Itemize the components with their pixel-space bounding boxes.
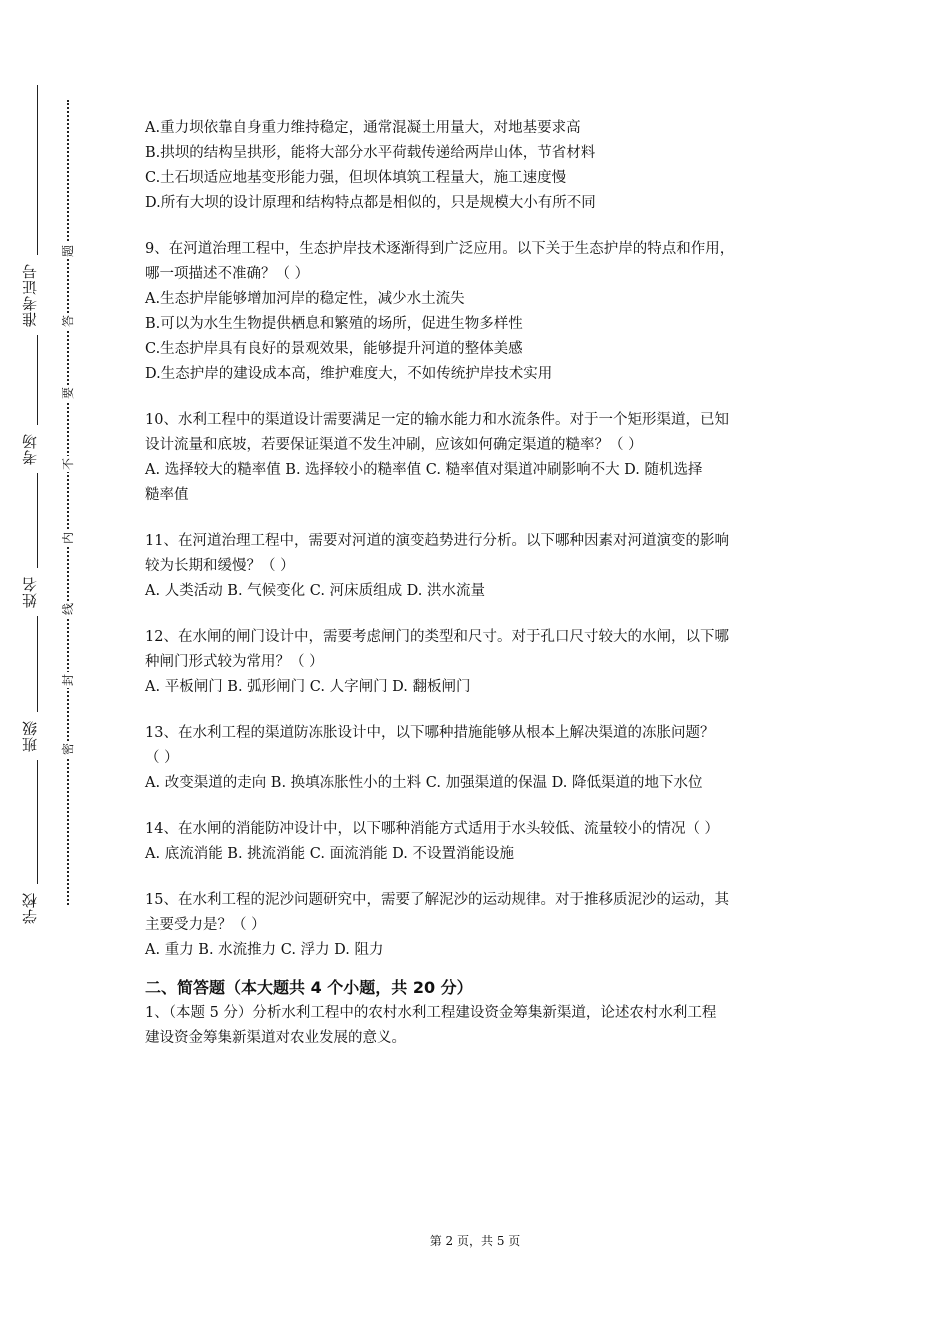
- question-text: 9、在河道治理工程中，生态护岸技术逐渐得到广泛应用。以下关于生态护岸的特点和作用，: [145, 241, 735, 257]
- binding-line: [37, 616, 38, 712]
- exam-room-label: 考场: [21, 433, 39, 465]
- option-line: A. 改变渠道的走向 B. 换填冻胀性小的土料 C. 加强渠道的保温 D. 降低渠道的地下水位: [145, 775, 703, 791]
- section-2-title: 二、简答题（本大题共 4 个小题，共 20 分）: [145, 978, 473, 997]
- question-text: 10、水利工程中的渠道设计需要满足一定的输水能力和水流条件。对于一个矩形渠道，已知: [145, 412, 729, 428]
- question-8-options: [145, 116, 813, 216]
- binding-margin: [0, 0, 100, 1344]
- seal-char: 密: [61, 743, 75, 756]
- question-text: （ ）: [145, 750, 179, 766]
- question-text: 哪一项描述不准确？（ ）: [145, 266, 310, 282]
- seal-char: 题: [61, 245, 75, 258]
- page-number: 第 2 页，共 5 页: [429, 1234, 521, 1248]
- seal-char: 线: [61, 603, 75, 616]
- class-label: 班级: [21, 720, 39, 752]
- option-line: A. 选择较大的糙率值 B. 选择较小的糙率值 C. 糙率值对渠道冲刷影响不大 D. 随机选择: [145, 462, 703, 478]
- question-text: 13、在水利工程的渠道防冻胀设计中，以下哪种措施能够从根本上解决渠道的冻胀问题？: [145, 725, 715, 741]
- question-10: [145, 408, 813, 508]
- question-text: 主要受力是？（ ）: [145, 917, 266, 933]
- question-text: 建设资金筹集新渠道对农业发展的意义。: [145, 1030, 406, 1046]
- question-9: [145, 237, 813, 387]
- option-line: C.生态护岸具有良好的景观效果，能够提升河道的整体美感: [145, 341, 523, 357]
- seal-dotted-line: [67, 100, 69, 905]
- question-text: 1、（本题 5 分）分析水利工程中的农村水利工程建设资金筹集新渠道，论述农村水利工程: [145, 1005, 717, 1021]
- binding-line: [37, 473, 38, 568]
- question-12: [145, 625, 813, 700]
- question-text: 15、在水利工程的泥沙问题研究中，需要了解泥沙的运动规律。对于推移质泥沙的运动，其: [145, 892, 729, 908]
- name-label: 姓名: [21, 576, 39, 608]
- question-text: 11、在河道治理工程中，需要对河道的演变趋势进行分析。以下哪种因素对河道演变的影响: [145, 533, 729, 549]
- exam-content: [145, 116, 813, 1051]
- question-15: [145, 888, 813, 963]
- binding-line: [37, 85, 38, 255]
- option-line: C.土石坝适应地基变形能力强，但坝体填筑工程量大，施工速度慢: [145, 170, 567, 186]
- option-line: A. 底流消能 B. 挑流消能 C. 面流消能 D. 不设置消能设施: [145, 846, 515, 862]
- binding-line: [37, 760, 38, 884]
- option-line: A. 平板闸门 B. 弧形闸门 C. 人字闸门 D. 翻板闸门: [145, 679, 471, 695]
- seal-char: 内: [61, 532, 75, 545]
- option-line: A. 人类活动 B. 气候变化 C. 河床质组成 D. 洪水流量: [145, 583, 486, 599]
- question-14: [145, 817, 813, 867]
- option-line: D.生态护岸的建设成本高，维护难度大，不如传统护岸技术实用: [145, 366, 553, 382]
- section-2-question-1: [145, 1001, 813, 1051]
- question-text: 种闸门形式较为常用？（ ）: [145, 654, 324, 670]
- option-line: B.可以为水生生物提供栖息和繁殖的场所，促进生物多样性: [145, 316, 523, 332]
- question-text: 较为长期和缓慢？（ ）: [145, 558, 295, 574]
- seal-char: 不: [61, 458, 75, 471]
- seal-char: 答: [61, 315, 75, 328]
- question-text: 12、在水闸的闸门设计中，需要考虑闸门的类型和尺寸。对于孔口尺寸较大的水闸，以下哪: [145, 629, 729, 645]
- school-label: 学校: [21, 892, 39, 924]
- option-line: B.拱坝的结构呈拱形，能将大部分水平荷载传递给两岸山体，节省材料: [145, 145, 596, 161]
- option-line: 糙率值: [145, 487, 189, 503]
- option-line: D.所有大坝的设计原理和结构特点都是相似的，只是规模大小有所不同: [145, 195, 596, 211]
- exam-number-label: 准考证号: [21, 263, 39, 327]
- option-line: A. 重力 B. 水流推力 C. 浮力 D. 阻力: [145, 942, 384, 958]
- seal-char: 封: [61, 674, 75, 687]
- binding-line: [37, 335, 38, 425]
- option-line: A.生态护岸能够增加河岸的稳定性，减少水土流失: [145, 291, 465, 307]
- option-line: A.重力坝依靠自身重力维持稳定，通常混凝土用量大，对地基要求高: [145, 120, 581, 136]
- question-13: [145, 721, 813, 796]
- question-text: 设计流量和底坡，若要保证渠道不发生冲刷，应该如何确定渠道的糙率？（ ）: [145, 437, 643, 453]
- seal-char: 要: [61, 387, 75, 400]
- question-text: 14、在水闸的消能防冲设计中，以下哪种消能方式适用于水头较低、流量较小的情况（ ）: [145, 821, 720, 837]
- question-11: [145, 529, 813, 604]
